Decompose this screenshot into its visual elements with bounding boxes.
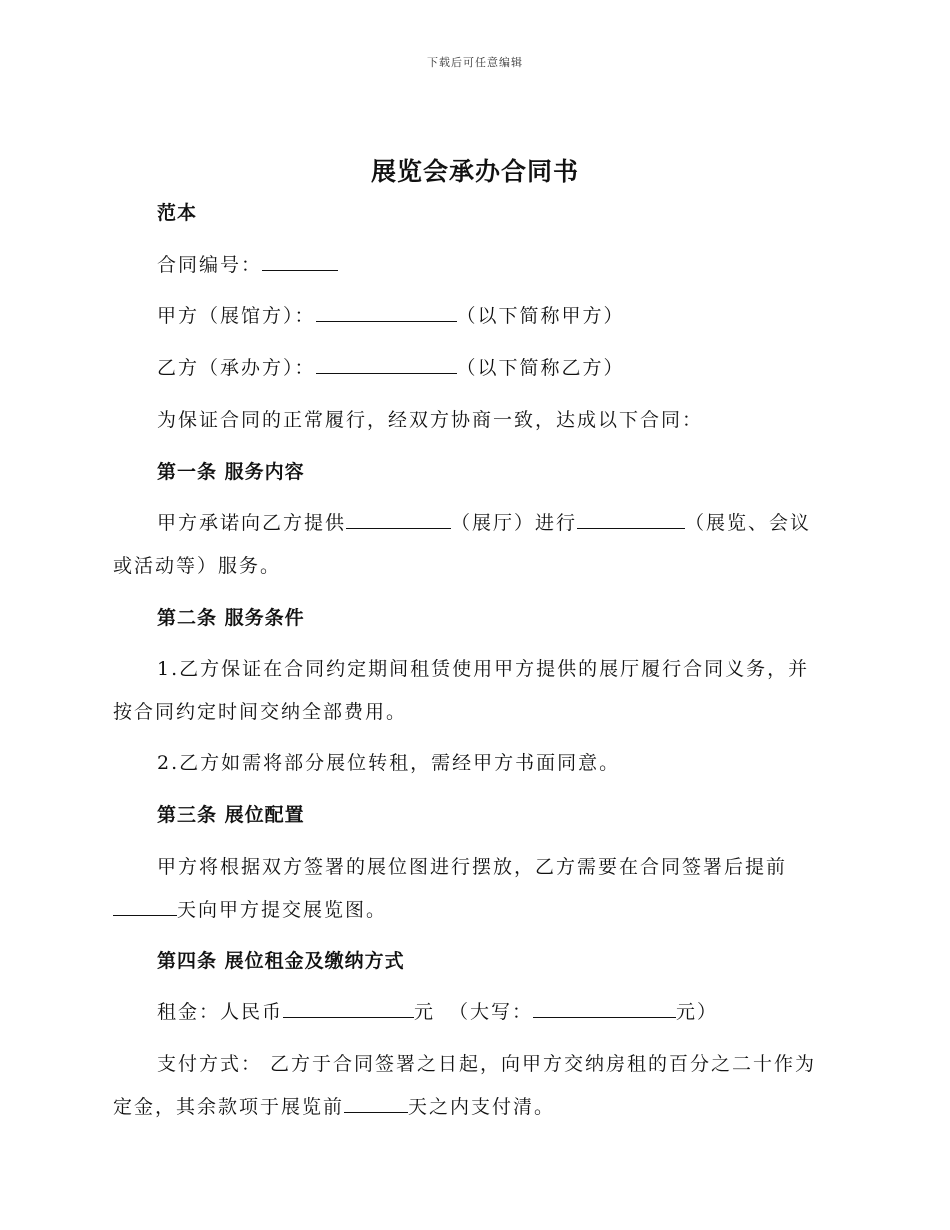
article1-heading: 第一条 服务内容 xyxy=(157,461,305,483)
party-b-label: 乙方（承办方）： xyxy=(157,357,316,379)
article2-item1-line2: 按合同约定时间交纳全部费用。 xyxy=(113,701,408,723)
article3-line1: 甲方将根据双方签署的展位图进行摆放，乙方需要在合同签署后提前 xyxy=(157,856,788,878)
party-a-suffix: （以下简称甲方） xyxy=(456,305,625,327)
article1-line1 xyxy=(157,508,811,535)
party-a-line xyxy=(157,301,625,328)
intro-paragraph: 为保证合同的正常履行，经双方协商一致，达成以下合同： xyxy=(157,409,704,431)
party-b-line xyxy=(157,353,625,380)
article2-item2: 2.乙方如需将部分展位转租，需经甲方书面同意。 xyxy=(157,752,621,774)
contract-number-line xyxy=(157,250,338,277)
article1-text-c: （展览、会议 xyxy=(685,512,812,534)
event-type-blank[interactable] xyxy=(577,510,685,529)
article4-heading: 第四条 展位租金及缴纳方式 xyxy=(157,950,405,972)
party-a-label: 甲方（展馆方）： xyxy=(157,305,316,327)
article1-text-a: 甲方承诺向乙方提供 xyxy=(157,512,347,534)
article3-line2 xyxy=(113,895,387,922)
subtitle: 范本 xyxy=(157,202,198,224)
rent-upper-blank[interactable] xyxy=(533,999,676,1018)
article3-text-b: 天向甲方提交展览图。 xyxy=(177,899,388,921)
party-b-suffix: （以下简称乙方） xyxy=(456,357,625,379)
rent-upper-label: （大写： xyxy=(449,1001,534,1023)
article1-line2: 或活动等）服务。 xyxy=(113,555,282,577)
payment-line1: 支付方式： 乙方于合同签署之日起，向甲方交纳房租的百分之二十作为 xyxy=(157,1053,817,1075)
article1-text-b: （展厅）进行 xyxy=(451,512,578,534)
days-before-blank[interactable] xyxy=(113,897,177,916)
party-b-blank[interactable] xyxy=(316,355,457,374)
article2-heading: 第二条 服务条件 xyxy=(157,607,305,629)
rent-label: 租金：人民币 xyxy=(157,1001,284,1023)
payment-text-c: 天之内支付清。 xyxy=(408,1096,556,1118)
article2-item1-line1: 1.乙方保证在合同约定期间租赁使用甲方提供的展厅履行合同义务，并 xyxy=(157,658,810,680)
contract-number-blank[interactable] xyxy=(262,252,338,271)
hall-blank[interactable] xyxy=(346,510,451,529)
rent-line xyxy=(157,997,718,1024)
header-note: 下载后可任意编辑 xyxy=(427,56,523,69)
article3-heading: 第三条 展位配置 xyxy=(157,804,305,826)
document-title: 展览会承办合同书 xyxy=(370,157,579,186)
contract-number-label: 合同编号： xyxy=(157,254,263,276)
payment-text-b: 定金，其余款项于展览前 xyxy=(113,1096,345,1118)
rent-unit: 元 xyxy=(414,1001,436,1023)
payment-days-blank[interactable] xyxy=(344,1094,408,1113)
payment-line2 xyxy=(113,1092,555,1119)
rent-amount-blank[interactable] xyxy=(283,999,414,1018)
rent-upper-end: 元） xyxy=(676,1001,719,1023)
party-a-blank[interactable] xyxy=(316,303,457,322)
